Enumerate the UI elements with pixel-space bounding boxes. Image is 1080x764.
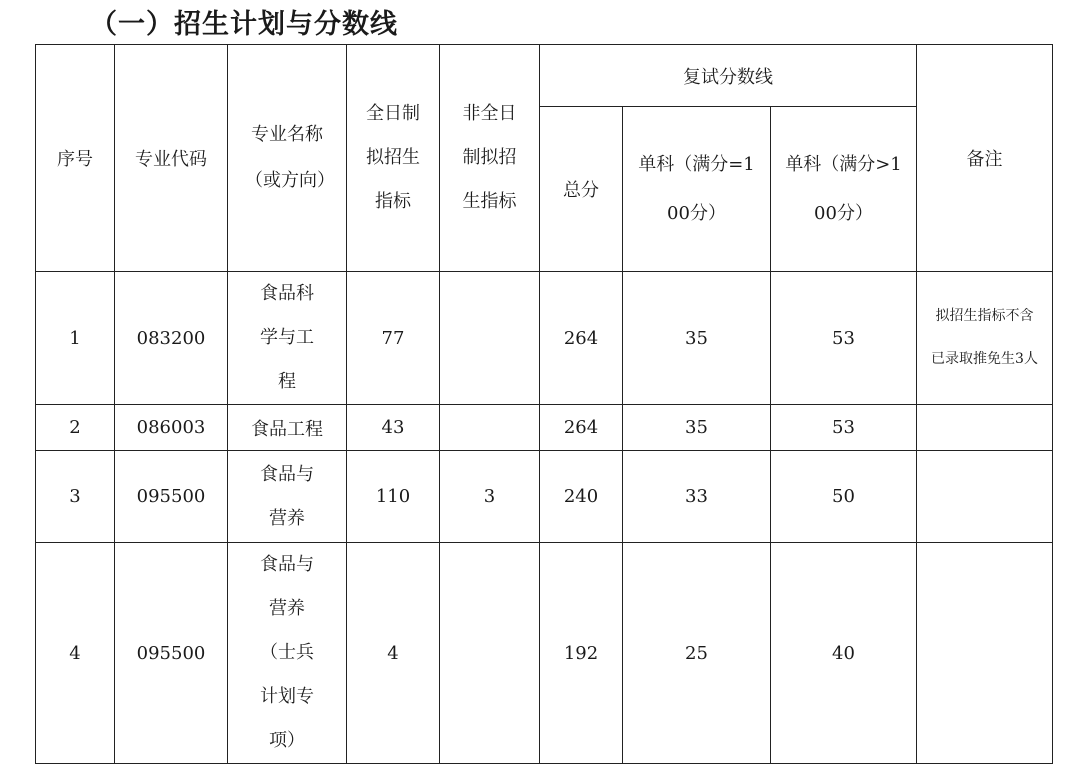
- cell-total-score: 240: [540, 451, 623, 543]
- cell-single-100: 35: [623, 272, 771, 405]
- cell-parttime-quota: [440, 543, 540, 764]
- cell-single-100: 25: [623, 543, 771, 764]
- header-single-over-100: 单科（满分>100分）: [771, 107, 917, 272]
- header-retest-score: 复试分数线: [540, 45, 917, 107]
- header-major-code: 专业代码: [115, 45, 228, 272]
- table-row: [36, 543, 1053, 764]
- cell-single-over-100: 53: [771, 405, 917, 451]
- cell-major-name: 食品与营养（士兵计划专项）: [228, 543, 347, 764]
- cell-seq: 1: [36, 272, 115, 405]
- table-row: [36, 405, 1053, 451]
- cell-seq: 3: [36, 451, 115, 543]
- cell-major-code: 095500: [115, 451, 228, 543]
- cell-major-name: 食品与营养: [228, 451, 347, 543]
- cell-fulltime-quota: 43: [347, 405, 440, 451]
- cell-note: [917, 405, 1053, 451]
- cell-parttime-quota: [440, 272, 540, 405]
- cell-fulltime-quota: 110: [347, 451, 440, 543]
- cell-major-code: 083200: [115, 272, 228, 405]
- cell-major-code: 086003: [115, 405, 228, 451]
- cell-single-over-100: 40: [771, 543, 917, 764]
- header-note: 备注: [917, 45, 1053, 272]
- note-line-1: 拟招生指标不含: [935, 308, 1034, 324]
- cell-note: [917, 272, 1053, 405]
- admission-plan-table: [35, 44, 1053, 764]
- table-row: [36, 451, 1053, 543]
- cell-parttime-quota: 3: [440, 451, 540, 543]
- cell-total-score: 264: [540, 272, 623, 405]
- cell-major-code: 095500: [115, 543, 228, 764]
- cell-single-over-100: 50: [771, 451, 917, 543]
- cell-major-name: 食品工程: [228, 405, 347, 451]
- header-parttime-quota: 非全日制拟招生指标: [440, 45, 540, 272]
- cell-total-score: 264: [540, 405, 623, 451]
- header-major-name: 专业名称（或方向）: [228, 45, 347, 272]
- cell-fulltime-quota: 4: [347, 543, 440, 764]
- table-row: [36, 272, 1053, 405]
- header-single-100: 单科（满分=100分）: [623, 107, 771, 272]
- cell-total-score: 192: [540, 543, 623, 764]
- note-line-2: 已录取推免生3人: [931, 351, 1038, 367]
- section-title: （一）招生计划与分数线: [90, 9, 398, 40]
- cell-parttime-quota: [440, 405, 540, 451]
- cell-note: [917, 543, 1053, 764]
- header-seq: 序号: [36, 45, 115, 272]
- cell-seq: 4: [36, 543, 115, 764]
- cell-single-over-100: 53: [771, 272, 917, 405]
- cell-note: [917, 451, 1053, 543]
- header-total-score: 总分: [540, 107, 623, 272]
- cell-seq: 2: [36, 405, 115, 451]
- cell-single-100: 35: [623, 405, 771, 451]
- header-fulltime-quota: 全日制拟招生指标: [347, 45, 440, 272]
- cell-single-100: 33: [623, 451, 771, 543]
- cell-major-name: 食品科学与工程: [228, 272, 347, 405]
- cell-fulltime-quota: 77: [347, 272, 440, 405]
